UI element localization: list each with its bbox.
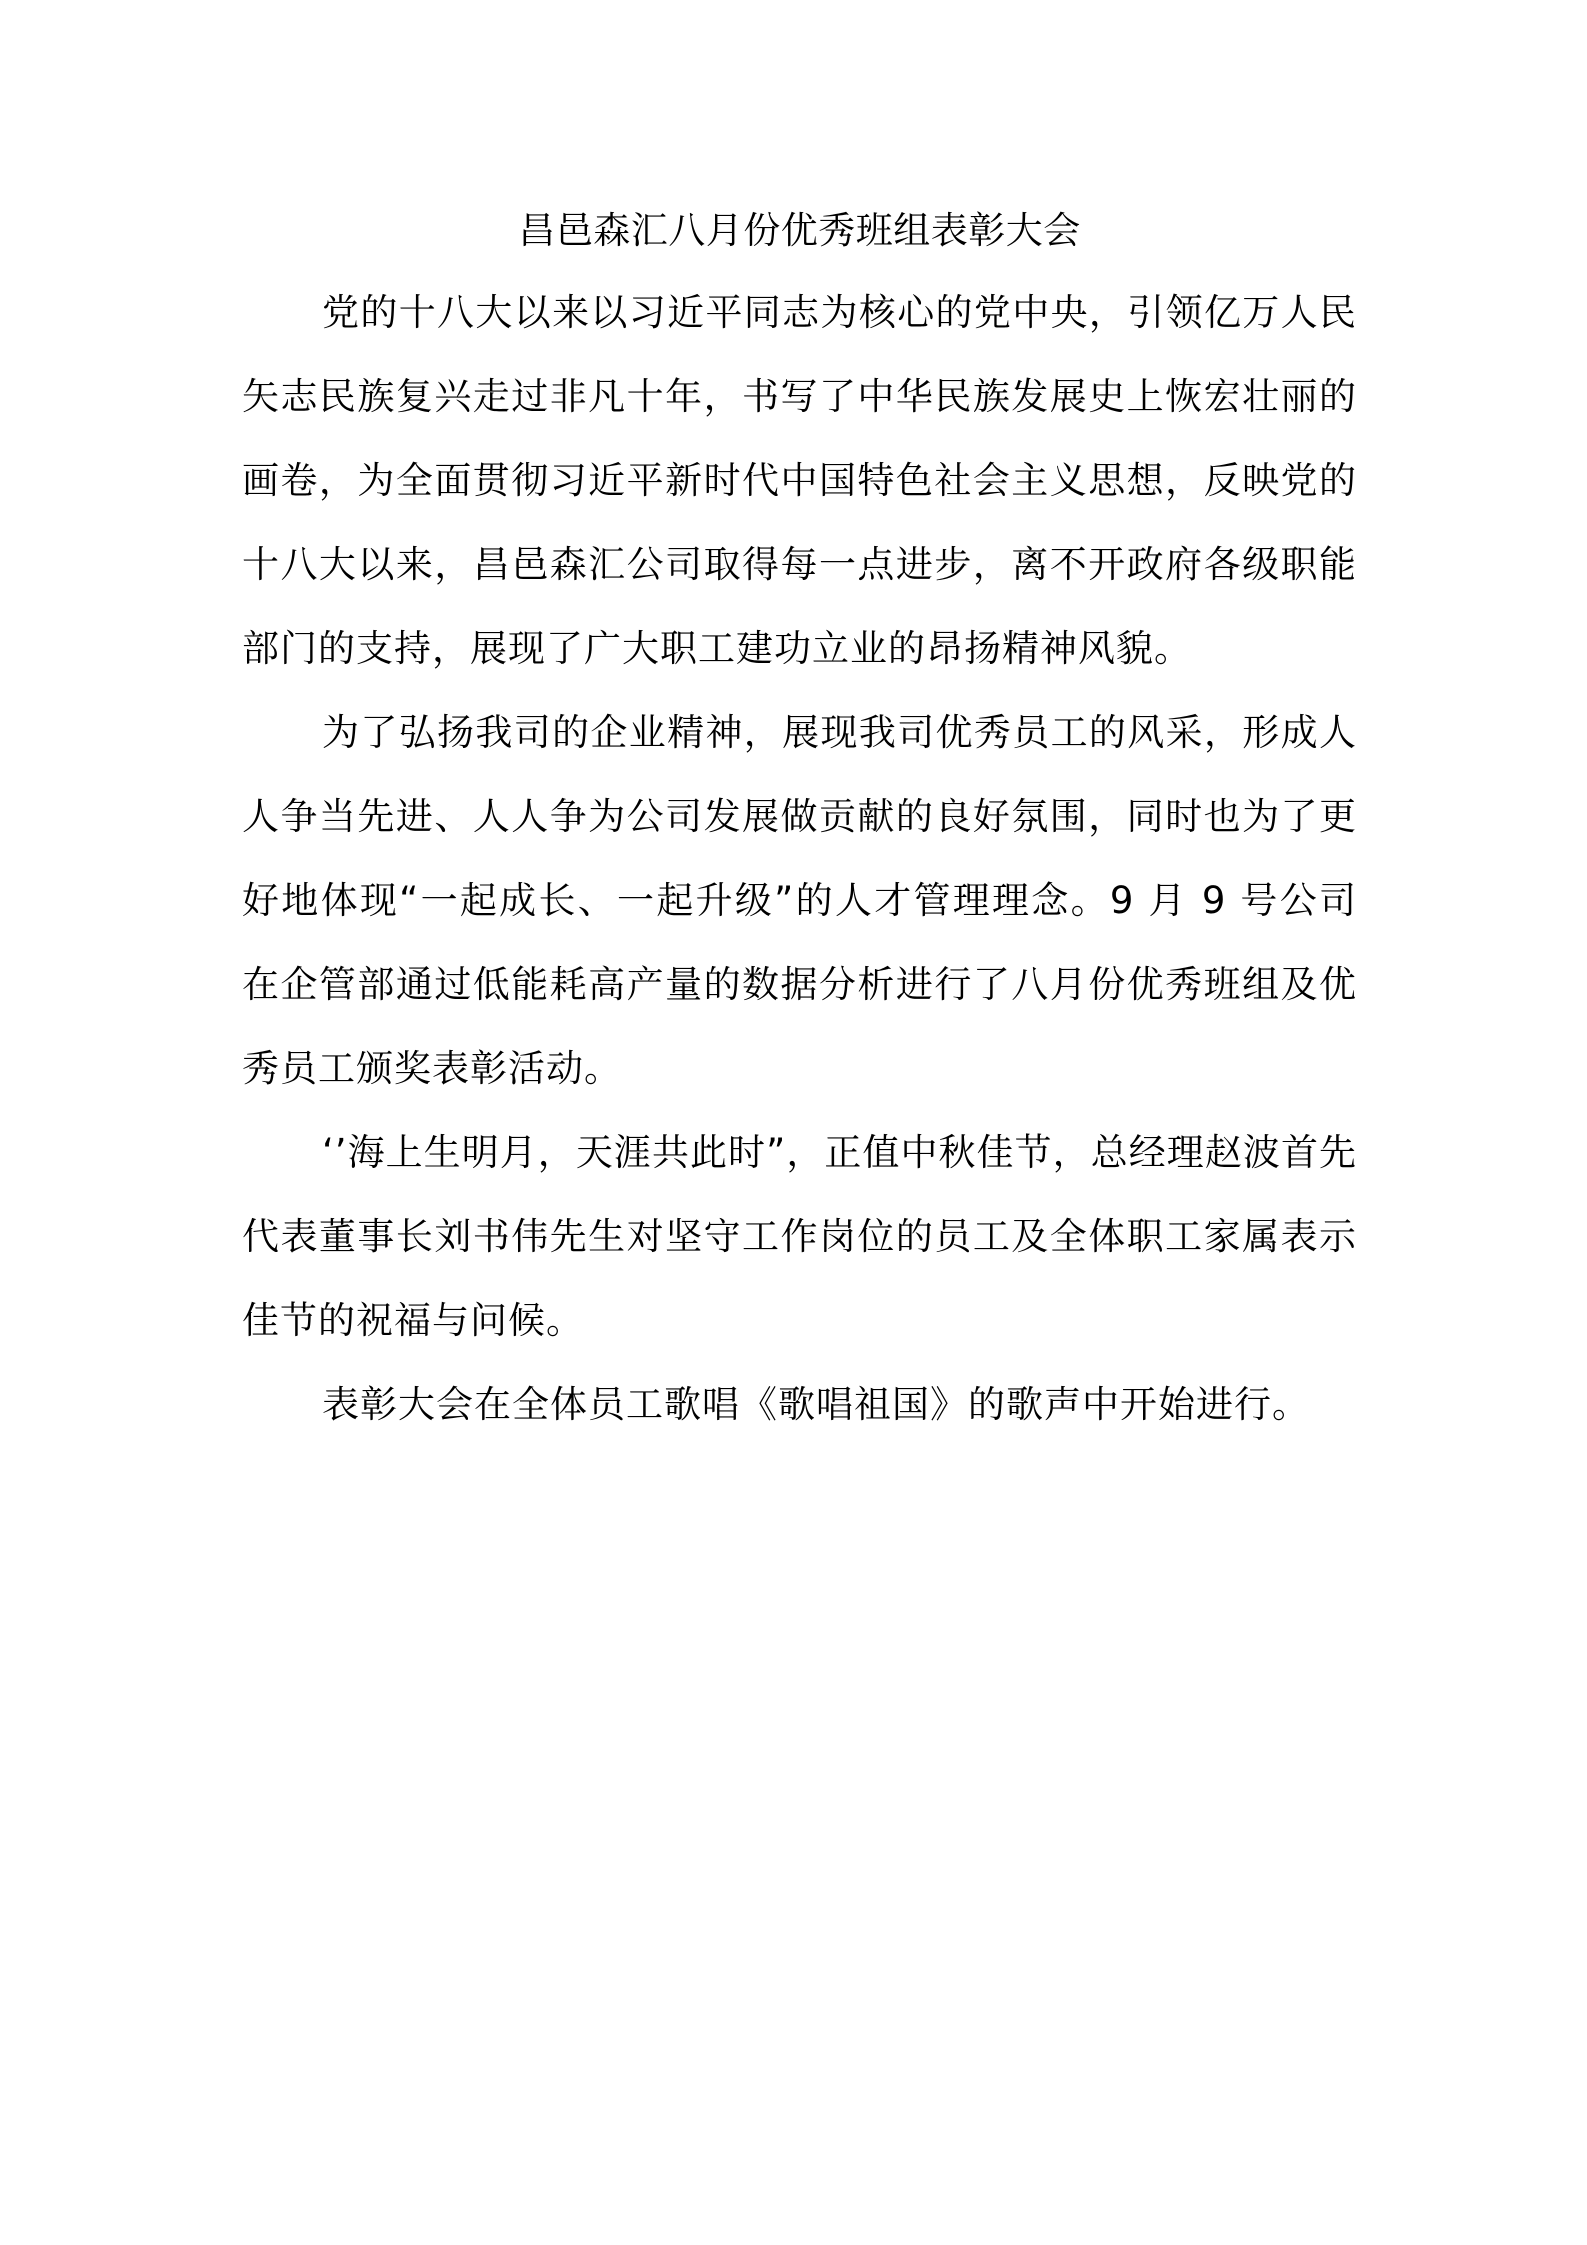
paragraph-greeting: ‘’海上生明月，天涯共此时”，正值中秋佳节，总经理赵波首先代表董事长刘书伟先生对坚守工作岗位的员工及全体职工家属表示佳节的祝福与问候。 xyxy=(242,1131,1357,1342)
paragraph-purpose: 为了弘扬我司的企业精神，展现我司优秀员工的风采，形成人人争当先进、人人争为公司发展做贡献的良好氛围，同时也为了更好地体现“一起成长、一起升级”的人才管理理念。9 月 9 号公司在企管部通过低能耗高产量的数据分析进行了八月份优秀班组及优秀员工颁奖表彰活动。 xyxy=(242,711,1357,1090)
paragraph-intro: 党的十八大以来以习近平同志为核心的党中央，引领亿万人民矢志民族复兴走过非凡十年，书写了中华民族发展史上恢宏壮丽的画卷，为全面贯彻习近平新时代中国特色社会主义思想，反映党的十八大以来，昌邑森汇公司取得每一点进步，离不开政府各级职能部门的支持，展现了广大职工建功立业的昂扬精神风貌。 xyxy=(242,291,1357,670)
paragraph-opening: 表彰大会在全体员工歌唱《歌唱祖国》的歌声中开始进行。 xyxy=(322,1383,1310,1426)
document-page xyxy=(242,205,1357,1447)
document-title: 昌邑森汇八月份优秀班组表彰大会 xyxy=(518,209,1081,252)
